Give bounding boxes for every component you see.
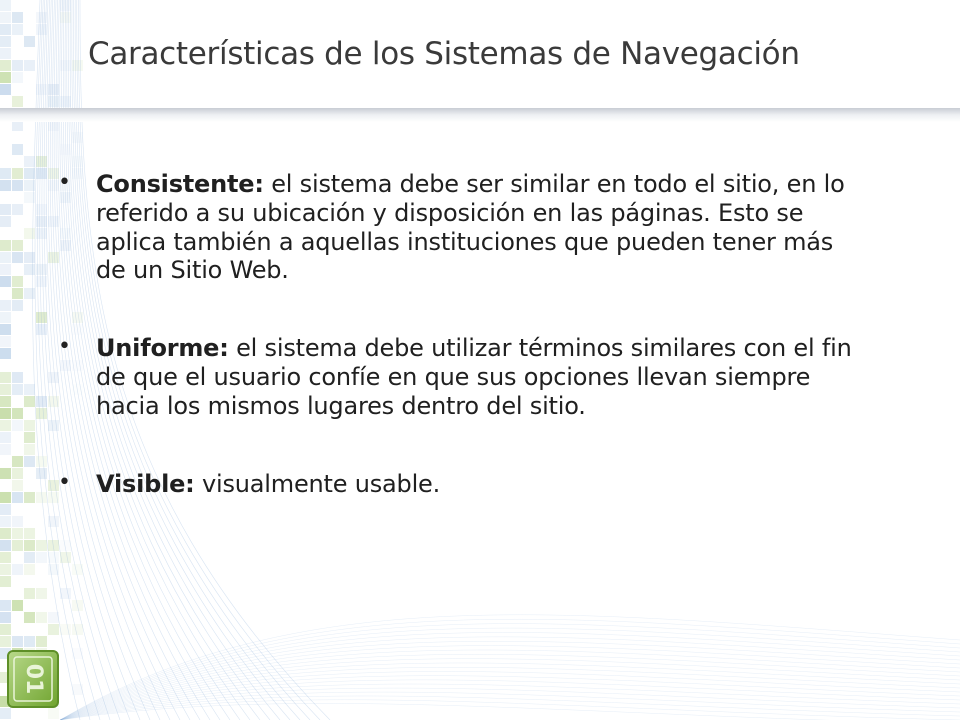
bullet-dot-icon: •	[58, 469, 71, 495]
wave-line	[60, 650, 960, 720]
slide-title: Características de los Sistemas de Navegación	[88, 36, 800, 72]
bullet-item-consistente	[58, 170, 858, 285]
bullet-term: Consistente:	[96, 170, 264, 198]
wave-line	[60, 628, 960, 720]
wave-line	[60, 619, 960, 720]
wave-line	[60, 688, 960, 720]
wave-line	[60, 684, 960, 720]
bullet-list	[58, 170, 858, 498]
bullet-text: visualmente usable.	[194, 469, 441, 498]
bullet-dot-icon: •	[58, 334, 71, 360]
bullet-term: Visible:	[96, 469, 195, 498]
bullet-term: Uniforme:	[96, 334, 229, 363]
bullet-item-visible	[58, 470, 858, 499]
bullet-item-uniforme	[58, 334, 858, 420]
slide-number-badge-icon	[5, 648, 61, 710]
title-divider	[0, 108, 960, 122]
wave-line	[60, 696, 960, 720]
wave-line	[60, 615, 960, 720]
bullet-text: el sistema debe ser similar en todo el sitio, en lo referido a su ubicación y disposición en las páginas. Esto se aplica también a aquellas instituciones que pueden tener más de un Sitio Web.	[96, 170, 845, 285]
bullet-dot-icon: •	[58, 170, 71, 195]
wave-line	[60, 646, 960, 720]
bullet-text: el sistema debe utilizar términos similares con el fin de que el usuario confíe en que sus opciones llevan siempre hacia los mismos lugares dentro del sitio.	[96, 334, 852, 420]
badge-label: 01	[21, 663, 46, 695]
